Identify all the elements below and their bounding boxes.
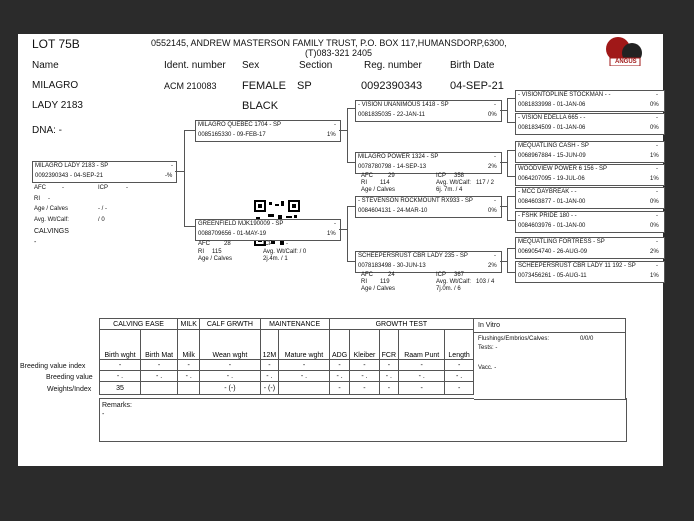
animal-color: BLACK [242, 100, 279, 112]
ggp-dash: - [656, 166, 658, 172]
dam-afc-v: 28 [224, 241, 231, 247]
dam-avg: Avg. Wt/Calf: / 0 [263, 249, 307, 255]
ggp-name: - VISION EDELLA 665 - - [518, 115, 586, 121]
connector [507, 98, 508, 122]
group-maintenance: MAINTENANCE [260, 319, 329, 330]
dam-ri-v: 115 [212, 249, 222, 255]
ggp-reg: 0084603976 - 01-JAN-00 [518, 223, 586, 229]
dam-afc: AFC [198, 241, 210, 247]
ggp-reg: 0064207095 - 19-JUL-06 [518, 176, 585, 182]
gp-name: MILAGRO POWER 1324 - SP [358, 154, 439, 160]
table-cell: - . [379, 371, 399, 382]
ggp-pct: 1% [650, 273, 659, 279]
invitro-flush-value: 0/0/0 [580, 336, 594, 342]
table-cell: - (-) [260, 382, 279, 395]
dam-box [195, 219, 341, 241]
table-cell [141, 382, 178, 395]
animal-sex: FEMALE [242, 80, 287, 92]
grandparent-box-3 [355, 196, 502, 218]
table-cell [178, 382, 200, 395]
dam-age-v: 2j.4m. / 1 [263, 256, 288, 262]
col-header: Length [445, 330, 474, 360]
ggp-reg: 0084603877 - 01-JAN-00 [518, 199, 586, 205]
ggp-dash: - [656, 115, 658, 121]
remarks-box [99, 398, 627, 442]
table-cell: - [350, 360, 379, 371]
col-header: 12M [260, 330, 279, 360]
dam-ri: RI [198, 249, 204, 255]
ggp-pct: 0% [650, 223, 659, 229]
table-cell: - [100, 360, 141, 371]
ggp-reg: 0069054740 - 26-AUG-09 [518, 249, 588, 255]
gp-icp-v: 367 [454, 272, 465, 278]
gp-icp-v: 358 [454, 173, 465, 179]
gp-avg: Avg. Wt/Calf: [436, 279, 471, 285]
gp-ri: RI [361, 180, 367, 186]
dam-reg: 0088709656 - 01-MAY-19 [198, 231, 267, 237]
gp-dash: - [494, 253, 496, 259]
gp-age: Age / Calves [361, 286, 396, 292]
self-icp: ICP [98, 185, 109, 191]
table-cell: - . [399, 371, 445, 382]
gp-dash: - [494, 198, 496, 204]
table-cell: - . [445, 371, 474, 382]
table-cell: - [329, 382, 350, 395]
ggp-pct: 2% [650, 249, 659, 255]
ggp-box-4 [515, 164, 665, 186]
grandparent-box-1 [355, 100, 502, 122]
row-label-wi: Weights/Index [47, 386, 92, 393]
ggp-pct: 1% [650, 153, 659, 159]
self-afc-v: - [62, 185, 64, 191]
ggp-dash: - [656, 92, 658, 98]
gp-pct: 0% [488, 112, 497, 118]
col-header: Milk [178, 330, 200, 360]
table-cell: - [141, 360, 178, 371]
bottom-bar [0, 488, 694, 521]
col-header: Raam Punt [399, 330, 445, 360]
gp-icp: ICP [436, 173, 447, 179]
owner-line2: (T)083-321 2405 [305, 48, 373, 58]
ggp-dash: - [656, 189, 658, 195]
gp-avg-v: 117 / 2 [476, 180, 494, 186]
ggp-reg: 0073456261 - 05-AUG-11 [518, 273, 587, 279]
remarks-value: - [102, 411, 105, 418]
animal-section: SP [297, 80, 312, 92]
self-pct: -% [165, 173, 173, 179]
table-cell: - [200, 360, 260, 371]
label-ident: Ident. number [164, 60, 226, 71]
animal-name2: LADY 2183 [32, 100, 83, 111]
col-header: Kleiber [350, 330, 379, 360]
animal-reg: 0092390343 [361, 80, 423, 92]
gp-avg-v: 103 / 4 [476, 279, 495, 285]
col-header: FCR [379, 330, 399, 360]
gp-reg: 0081835035 - 22-JAN-11 [358, 112, 425, 118]
ggp-box-7 [515, 237, 665, 259]
gp-ri-v: 114 [380, 180, 390, 186]
invitro-tests: Tests: - [478, 345, 498, 351]
self-avg: Avg. Wt/Calf: [34, 217, 69, 223]
sire-name: MILAGRO QUEBEC 1704 - SP [198, 122, 282, 128]
dam-age: Age / Calves [198, 256, 233, 262]
sire-box [195, 120, 341, 142]
dam-pct: 1% [327, 231, 336, 237]
group-growth-test: GROWTH TEST [329, 319, 473, 330]
table-cell: - [399, 360, 445, 371]
table-cell: - [350, 382, 379, 395]
grandparent-box-4 [355, 251, 502, 273]
connector [507, 150, 508, 176]
invitro-flush: Flushings/Embrios/Calves: [478, 336, 550, 342]
gp-reg: 0084604131 - 24-MAR-10 [358, 208, 428, 214]
performance-table [99, 318, 474, 395]
self-reg: 0092390343 - 04-SEP-21 [35, 173, 104, 179]
ggp-pct: 1% [650, 176, 659, 182]
gp-pct: 2% [488, 164, 497, 170]
table-cell: - [379, 360, 399, 371]
table-cell: - . [141, 371, 178, 382]
gp-afc-v: 29 [388, 173, 395, 179]
row-label-bv: Breeding value [46, 374, 93, 381]
ggp-reg: 0068967884 - 15-JUN-09 [518, 153, 586, 159]
gp-afc: AFC [361, 272, 373, 278]
table-cell: - [329, 360, 350, 371]
table-cell: - [445, 382, 474, 395]
gp-name: - VISION UNANIMOUS 1418 - SP [358, 102, 449, 108]
self-box [32, 161, 177, 183]
gp-age: Age / Calves [361, 187, 396, 193]
self-dash: - [171, 163, 173, 169]
table-cell: - [279, 360, 330, 371]
ggp-dash: - [656, 263, 658, 269]
gp-age-v: 6j. 7m. / 4 [436, 187, 463, 193]
owner-line1: 0552145, ANDREW MASTERSON FAMILY TRUST, P.O. BOX 117,HUMANSDORP,6300, [151, 38, 507, 48]
ggp-pct: 0% [650, 102, 659, 108]
sire-dash: - [334, 122, 336, 128]
ggp-name: - FSHK PRIDE 180 - - [518, 213, 577, 219]
ggp-name: SCHEEPERSRUST CBR LADY 11 192 - SP [518, 263, 636, 269]
label-birth: Birth Date [450, 60, 495, 71]
invitro-title: In Vitro [478, 322, 501, 329]
col-header: Birth wght [100, 330, 141, 360]
ggp-box-6 [515, 211, 665, 233]
table-cell: - . [100, 371, 141, 382]
row-label-bvi: Breeding value index [20, 363, 86, 370]
gp-name: - STEVENSON ROCKMOUNT RX933 - SP [358, 198, 473, 204]
table-cell: - [260, 360, 279, 371]
logo-text: ANGUS [615, 59, 637, 65]
table-cell: - . [329, 371, 350, 382]
ggp-name: - MCC DAYBREAK - - [518, 189, 577, 195]
table-cell: - [445, 360, 474, 371]
label-name: Name [32, 60, 59, 71]
sire-reg: 0085165330 - 09-FEB-17 [198, 132, 266, 138]
gp-dash: - [494, 154, 496, 160]
gp-afc: AFC [361, 173, 373, 179]
connector [507, 196, 508, 220]
lot-number: LOT 75B [32, 37, 80, 51]
label-sex: Sex [242, 60, 260, 71]
gp-afc-v: 24 [388, 272, 395, 278]
table-cell: - [399, 382, 445, 395]
animal-birth: 04-SEP-21 [450, 80, 504, 92]
ggp-pct: 0% [650, 199, 659, 205]
table-cell [279, 382, 330, 395]
self-age-v: - / - [98, 206, 107, 212]
invitro-box [474, 318, 626, 400]
invitro-divider [474, 332, 625, 333]
top-bar [0, 0, 694, 34]
ggp-pct: 0% [650, 125, 659, 131]
table-cell: - . [350, 371, 379, 382]
gp-avg: Avg. Wt/Calf: [436, 180, 471, 186]
connector [184, 130, 185, 226]
gp-ri: RI [361, 279, 367, 285]
col-header: Birth Mat [141, 330, 178, 360]
table-cell: 35 [100, 382, 141, 395]
animal-ident: ACM 210083 [164, 81, 217, 91]
ggp-name: WOODVIEW POWER 6 156 - SP [518, 166, 608, 172]
self-name: MILAGRO LADY 2183 - SP [35, 163, 109, 169]
remarks-label: Remarks: [102, 402, 132, 409]
table-cell: - . [279, 371, 330, 382]
gp-reg: 0078183498 - 30-JUN-13 [358, 263, 426, 269]
table-cell: - . [260, 371, 279, 382]
self-age: Age / Calves [34, 206, 69, 212]
gp-ri-v: 119 [380, 279, 390, 285]
ggp-name: MEQUATLING CASH - SP [518, 143, 589, 149]
sire-pct: 1% [327, 132, 336, 138]
table-cell: - [379, 382, 399, 395]
invitro-vacc: Vacc. - [478, 365, 497, 371]
gp-icp: ICP [436, 272, 447, 278]
table-cell: - [178, 360, 200, 371]
calvings-value: - [34, 239, 37, 246]
grandparent-box-2 [355, 152, 502, 174]
col-header: Wean wght [200, 330, 260, 360]
connector [347, 108, 348, 162]
dam-name: GREENFIELD MJK190009 - SP [198, 221, 284, 227]
col-header: ADG [329, 330, 350, 360]
group-milk: MILK [178, 319, 200, 330]
ggp-reg: 0081834509 - 01-JAN-06 [518, 125, 586, 131]
group-calving-ease: CALVING EASE [100, 319, 178, 330]
dam-dash: - [334, 221, 336, 227]
dam-icp: ICP [263, 241, 274, 247]
gp-name: SCHEEPERSRUST CBR LADY 235 - SP [358, 253, 468, 259]
table-cell: - (-) [200, 382, 260, 395]
pedigree-certificate [18, 34, 663, 466]
animal-name1: MILAGRO [32, 80, 79, 91]
group-calf-growth: CALF GRWTH [200, 319, 260, 330]
table-cell: - . [178, 371, 200, 382]
self-afc: AFC [34, 185, 46, 191]
ggp-box-5 [515, 187, 665, 209]
calvings-label: CALVINGS [34, 228, 69, 235]
connector [507, 248, 508, 272]
ggp-name: MEQUATLING FORTRESS - SP [518, 239, 605, 245]
ggp-reg: 0081833998 - 01-JAN-06 [518, 102, 586, 108]
table-cell: - . [200, 371, 260, 382]
ggp-box-2 [515, 113, 665, 135]
ggp-box-8 [515, 261, 665, 283]
label-section: Section [299, 60, 333, 71]
self-avg-v: / 0 [98, 217, 105, 223]
dam-icp-v: - [286, 241, 288, 247]
dna-label: DNA: - [32, 125, 62, 136]
self-ri: RI [34, 196, 40, 202]
gp-reg: 0078780798 - 14-SEP-13 [358, 164, 427, 170]
ggp-name: - VISIONTOPLINE STOCKMAN - - [518, 92, 611, 98]
connector [347, 206, 348, 261]
gp-age-v: 7j.0m. / 6 [436, 286, 461, 292]
label-reg: Reg. number [364, 60, 422, 71]
ggp-box-3 [515, 141, 665, 163]
self-ri-v: - [48, 196, 50, 202]
ggp-dash: - [656, 239, 658, 245]
self-icp-v: - [126, 185, 128, 191]
ggp-dash: - [656, 213, 658, 219]
gp-pct: 0% [488, 208, 497, 214]
angus-logo [604, 36, 644, 66]
gp-dash: - [494, 102, 496, 108]
gp-pct: 2% [488, 263, 497, 269]
ggp-dash: - [656, 143, 658, 149]
ggp-box-1 [515, 90, 665, 112]
col-header: Mature wght [279, 330, 330, 360]
